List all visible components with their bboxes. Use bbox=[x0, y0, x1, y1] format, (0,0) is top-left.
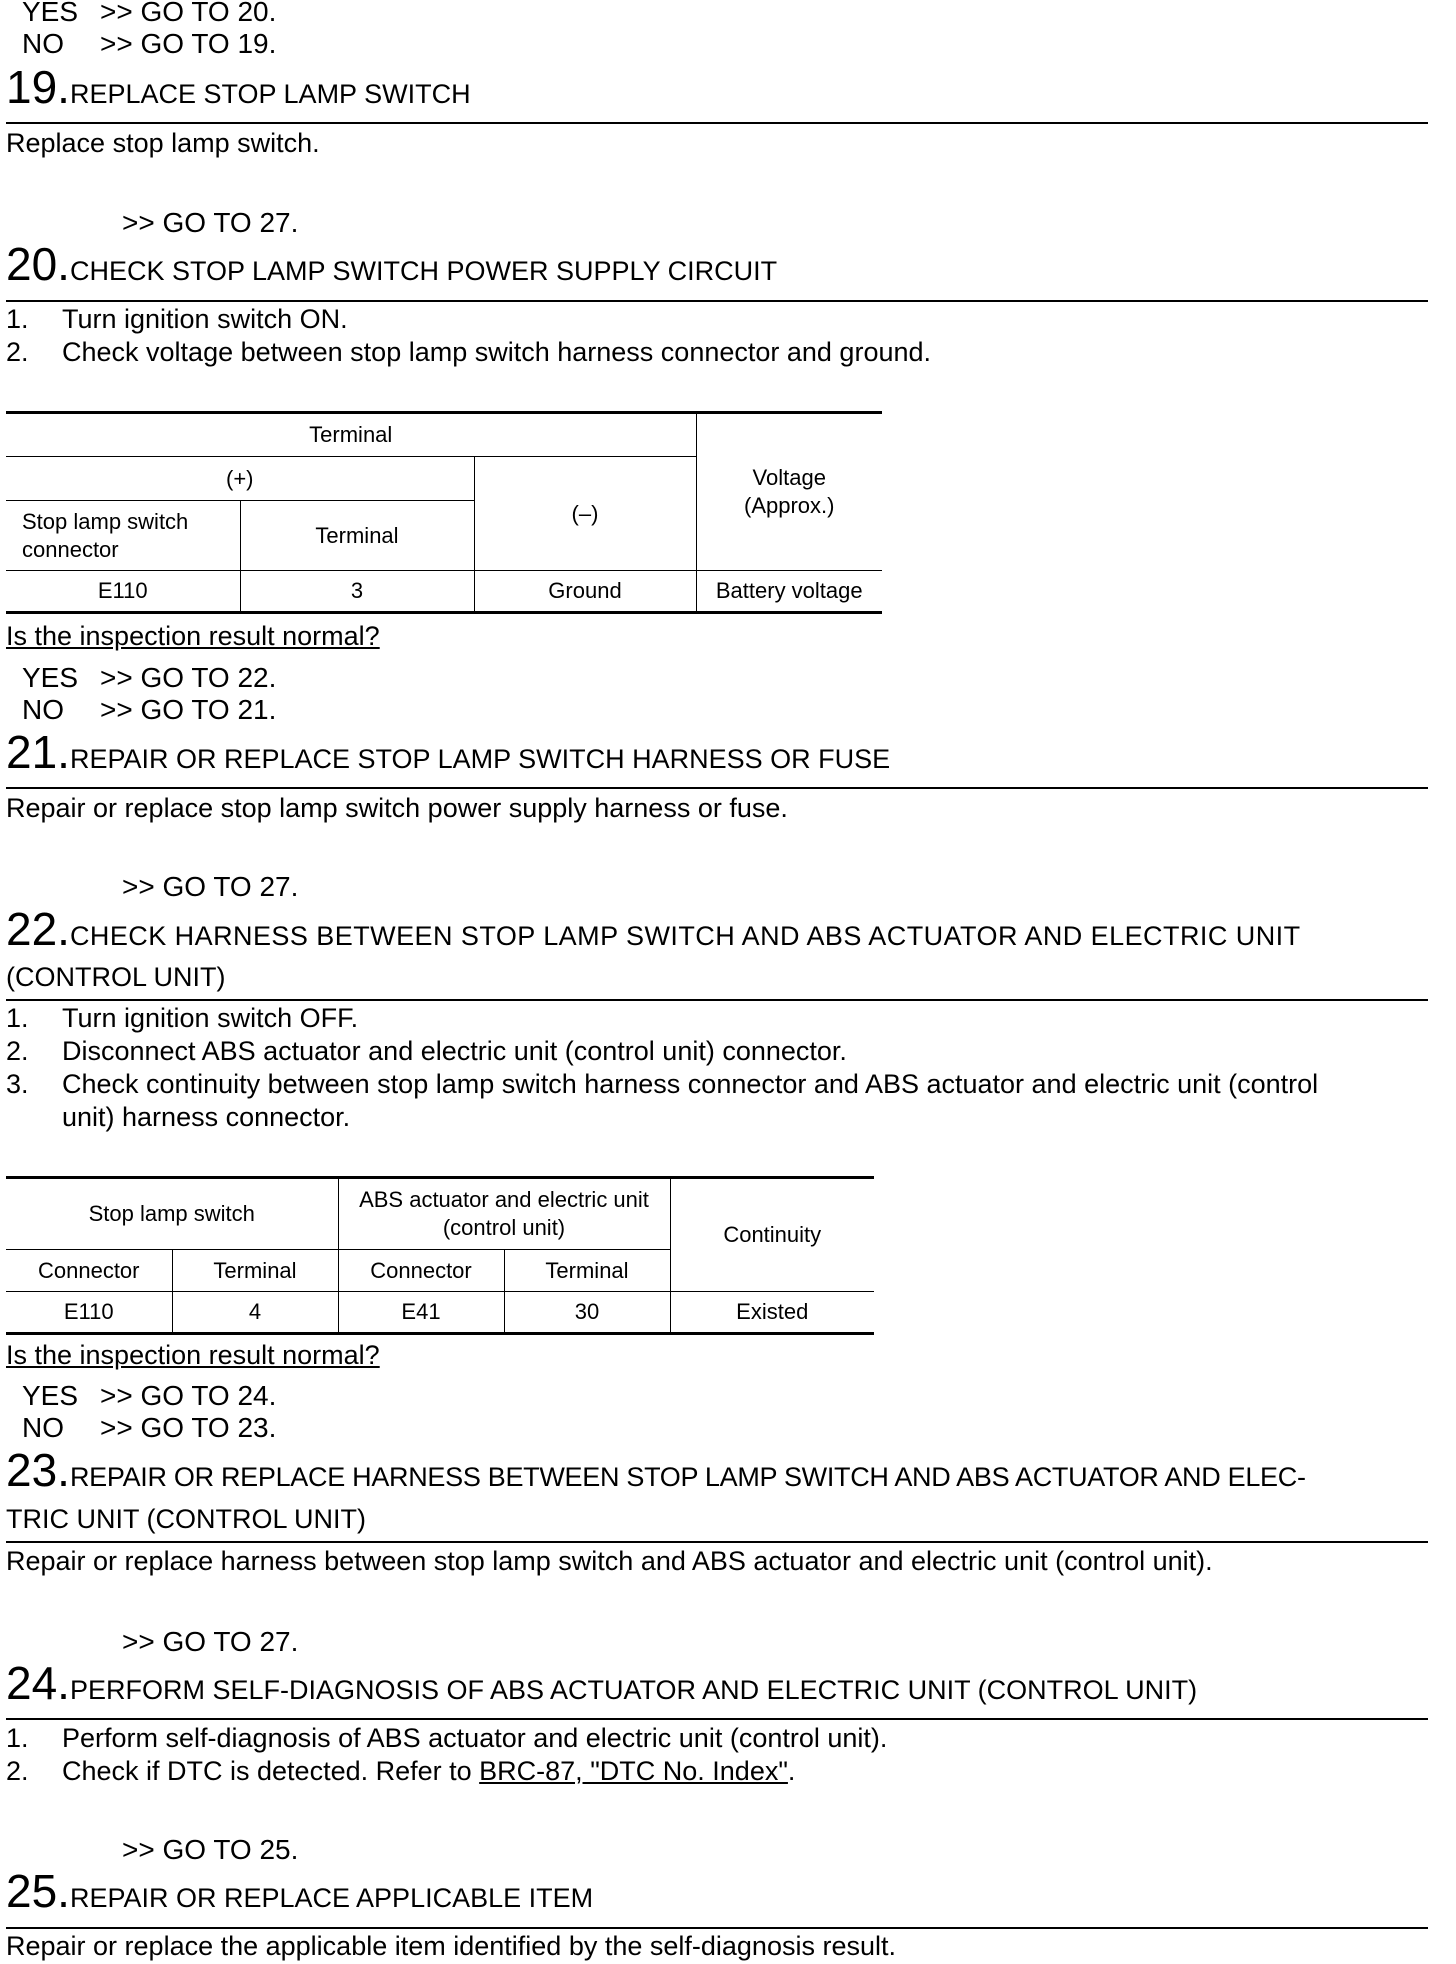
no-line-go23: NO >> GO TO 23. bbox=[22, 1412, 277, 1443]
voltage-header: Voltage (Approx.) bbox=[696, 413, 882, 571]
no-line-go19: NO >> GO TO 19. bbox=[22, 28, 277, 59]
step-23-heading: 23.REPAIR OR REPLACE HARNESS BETWEEN STOP LAMP SWITCH AND ABS ACTUATOR AND ELEC- bbox=[6, 1444, 1306, 1496]
abs-unit-header: ABS actuator and electric unit (control unit) bbox=[338, 1178, 670, 1250]
step-22-heading: 22.CHECK HARNESS BETWEEN STOP LAMP SWITCH AND ABS ACTUATOR AND ELECTRIC UNIT bbox=[6, 903, 1301, 955]
divider bbox=[6, 1541, 1428, 1543]
minus-header: (–) bbox=[474, 457, 696, 571]
cell-connector: E41 bbox=[338, 1292, 504, 1334]
connector-header: Stop lamp switch connector bbox=[6, 501, 240, 571]
step-21-heading: 21.REPAIR OR REPLACE STOP LAMP SWITCH HARNESS OR FUSE bbox=[6, 726, 891, 778]
step-23-body: Repair or replace harness between stop lamp switch and ABS actuator and electric unit (control unit). bbox=[6, 1546, 1213, 1576]
divider bbox=[6, 1718, 1428, 1720]
stop-lamp-switch-header: Stop lamp switch bbox=[6, 1178, 338, 1250]
cell-voltage: Battery voltage bbox=[696, 571, 882, 613]
cell-terminal: 3 bbox=[240, 571, 474, 613]
step-24-heading: 24.PERFORM SELF-DIAGNOSIS OF ABS ACTUATOR AND ELECTRIC UNIT (CONTROL UNIT) bbox=[6, 1657, 1198, 1709]
step-22-item-1: 1. Turn ignition switch OFF. bbox=[6, 1003, 359, 1033]
step-19-body: Replace stop lamp switch. bbox=[6, 128, 320, 158]
connector-header: Connector bbox=[338, 1250, 504, 1292]
cell-connector: E110 bbox=[6, 571, 240, 613]
plus-header: (+) bbox=[6, 457, 474, 501]
cell-minus: Ground bbox=[474, 571, 696, 613]
step-20-item-2: 2. Check voltage between stop lamp switch harness connector and ground. bbox=[6, 337, 932, 367]
step-20-item-1: 1. Turn ignition switch ON. bbox=[6, 304, 348, 334]
goto-25: >> GO TO 25. bbox=[122, 1834, 299, 1865]
step-24-item-2: 2. Check if DTC is detected. Refer to BRC-87, "DTC No. Index". bbox=[6, 1756, 796, 1786]
dtc-index-link[interactable]: BRC-87, "DTC No. Index" bbox=[479, 1756, 788, 1786]
table-row bbox=[6, 1292, 874, 1334]
continuity-table bbox=[6, 1176, 874, 1335]
step-22-title-line2: (CONTROL UNIT) bbox=[6, 962, 226, 992]
step-22-item-3: 3. Check continuity between stop lamp switch harness connector and ABS actuator and electric unit (control bbox=[6, 1069, 1319, 1099]
step-25-heading: 25.REPAIR OR REPLACE APPLICABLE ITEM bbox=[6, 1865, 594, 1917]
inspection-question: Is the inspection result normal? bbox=[6, 1340, 380, 1370]
yes-line-go20: YES >> GO TO 20. bbox=[22, 0, 277, 27]
terminal-header: Terminal bbox=[6, 413, 696, 457]
inspection-question: Is the inspection result normal? bbox=[6, 621, 380, 651]
continuity-header: Continuity bbox=[670, 1178, 874, 1292]
yes-line-go22: YES >> GO TO 22. bbox=[22, 662, 277, 693]
table-row bbox=[6, 571, 882, 613]
yes-line-go24: YES >> GO TO 24. bbox=[22, 1380, 277, 1411]
goto-27: >> GO TO 27. bbox=[122, 1626, 299, 1657]
divider bbox=[6, 999, 1428, 1001]
divider bbox=[6, 300, 1428, 302]
divider bbox=[6, 787, 1428, 789]
cell-terminal: 4 bbox=[172, 1292, 338, 1334]
connector-header: Connector bbox=[6, 1250, 172, 1292]
no-line-go21: NO >> GO TO 21. bbox=[22, 694, 277, 725]
goto-27: >> GO TO 27. bbox=[122, 207, 299, 238]
goto-27: >> GO TO 27. bbox=[122, 871, 299, 902]
voltage-table bbox=[6, 411, 882, 614]
divider bbox=[6, 122, 1428, 124]
cell-connector: E110 bbox=[6, 1292, 172, 1334]
step-25-body: Repair or replace the applicable item identified by the self-diagnosis result. bbox=[6, 1931, 896, 1961]
terminal-header: Terminal bbox=[172, 1250, 338, 1292]
step-19-heading: 19.REPLACE STOP LAMP SWITCH bbox=[6, 61, 471, 113]
terminal-subheader: Terminal bbox=[240, 501, 474, 571]
step-23-title-line2: TRIC UNIT (CONTROL UNIT) bbox=[6, 1504, 366, 1534]
divider bbox=[6, 1927, 1428, 1929]
step-24-item-1: 1. Perform self-diagnosis of ABS actuator and electric unit (control unit). bbox=[6, 1723, 888, 1753]
step-21-body: Repair or replace stop lamp switch power supply harness or fuse. bbox=[6, 793, 788, 823]
step-20-heading: 20.CHECK STOP LAMP SWITCH POWER SUPPLY CIRCUIT bbox=[6, 238, 778, 290]
step-22-item-2: 2. Disconnect ABS actuator and electric unit (control unit) connector. bbox=[6, 1036, 847, 1066]
step-22-item-3-cont: unit) harness connector. bbox=[62, 1102, 351, 1132]
cell-terminal: 30 bbox=[504, 1292, 670, 1334]
terminal-header: Terminal bbox=[504, 1250, 670, 1292]
cell-continuity: Existed bbox=[670, 1292, 874, 1334]
